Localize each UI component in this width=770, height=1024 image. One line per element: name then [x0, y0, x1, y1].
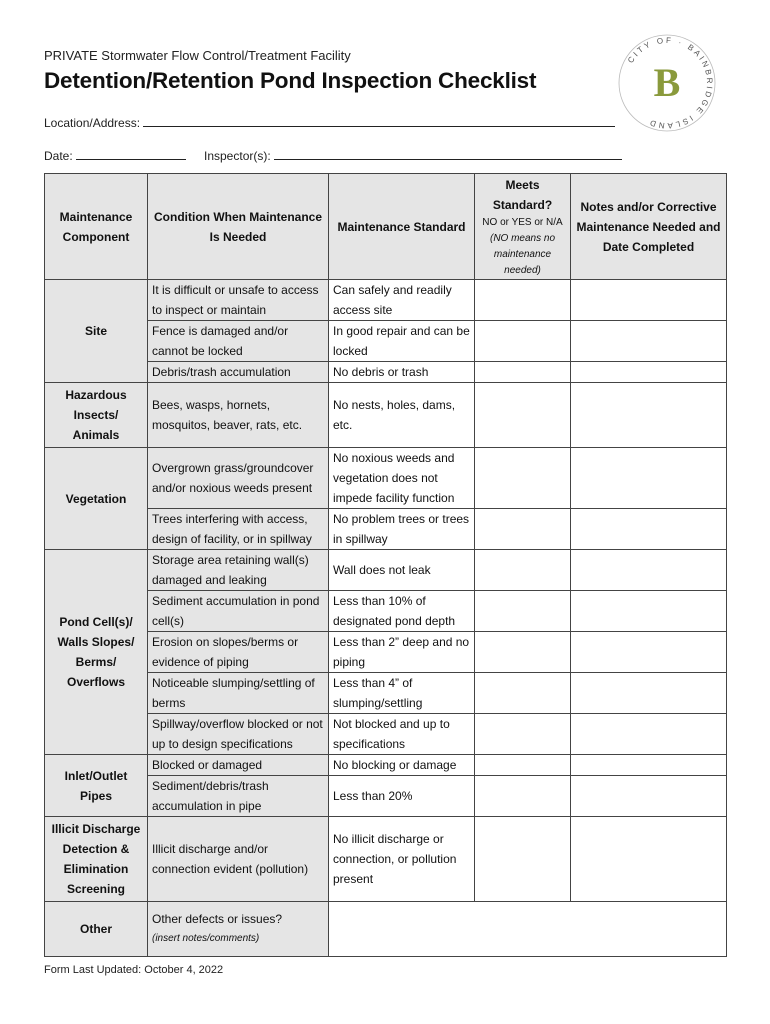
condition-cell: Spillway/overflow blocked or not up to design specifications — [148, 714, 329, 755]
condition-cell: Fence is damaged and/or cannot be locked — [148, 321, 329, 362]
notes-cell[interactable] — [571, 383, 727, 448]
table-row — [45, 321, 727, 362]
component-other: Other — [45, 902, 148, 957]
notes-cell[interactable] — [571, 817, 727, 902]
header-meets-title: Meets Standard? — [492, 177, 553, 212]
header-condition: Condition When Maintenance Is Needed — [148, 174, 329, 280]
condition-cell: Illicit discharge and/or connection evident (pollution) — [148, 817, 329, 902]
condition-cell: It is difficult or unsafe to access to inspect or maintain — [148, 280, 329, 321]
component-inlet-outlet: Inlet/Outlet Pipes — [45, 755, 148, 817]
table-row — [45, 509, 727, 550]
header-meets-options: NO or YES or N/A — [482, 216, 563, 228]
condition-cell: Trees interfering with access, design of facility, or in spillway — [148, 509, 329, 550]
notes-cell[interactable] — [571, 362, 727, 383]
header-notes: Notes and/or Corrective Maintenance Needed and Date Completed — [571, 174, 727, 280]
notes-cell[interactable] — [571, 755, 727, 776]
checklist-table — [44, 173, 727, 957]
standard-cell: No nests, holes, dams, etc. — [329, 383, 475, 448]
table-row — [45, 383, 727, 448]
standard-cell: Can safely and readily access site — [329, 280, 475, 321]
notes-cell[interactable] — [571, 321, 727, 362]
component-site: Site — [45, 280, 148, 383]
date-label: Date: — [44, 149, 73, 163]
standard-cell: Less than 2” deep and no piping — [329, 632, 475, 673]
inspector-field — [204, 148, 622, 163]
condition-cell: Overgrown grass/groundcover and/or noxious weeds present — [148, 448, 329, 509]
table-row — [45, 776, 727, 817]
table-row — [45, 817, 727, 902]
component-pond-cells: Pond Cell(s)/ Walls Slopes/ Berms/ Overflows — [45, 550, 148, 755]
meets-cell[interactable] — [475, 509, 571, 550]
meets-cell[interactable] — [475, 776, 571, 817]
meets-cell[interactable] — [475, 755, 571, 776]
header-meets — [475, 174, 571, 280]
meets-cell[interactable] — [475, 550, 571, 591]
location-line[interactable] — [143, 115, 615, 127]
meets-cell[interactable] — [475, 362, 571, 383]
table-row — [45, 550, 727, 591]
component-illicit-discharge: Illicit Discharge Detection & Elimination Screening — [45, 817, 148, 902]
date-line[interactable] — [76, 148, 186, 160]
other-condition-note: (insert notes/comments) — [152, 933, 260, 944]
standard-cell: Less than 20% — [329, 776, 475, 817]
table-row — [45, 902, 727, 957]
meets-cell[interactable] — [475, 632, 571, 673]
standard-cell: No debris or trash — [329, 362, 475, 383]
table-row — [45, 714, 727, 755]
other-condition-text: Other defects or issues? — [152, 912, 283, 926]
standard-cell: Less than 4” of slumping/settling — [329, 673, 475, 714]
standard-cell: Not blocked and up to specifications — [329, 714, 475, 755]
form-subtitle: PRIVATE Stormwater Flow Control/Treatment Facility — [44, 48, 351, 63]
meets-cell[interactable] — [475, 591, 571, 632]
table-row — [45, 591, 727, 632]
notes-cell[interactable] — [571, 591, 727, 632]
condition-cell: Sediment accumulation in pond cell(s) — [148, 591, 329, 632]
condition-cell: Debris/trash accumulation — [148, 362, 329, 383]
meets-cell[interactable] — [475, 817, 571, 902]
standard-cell: No illicit discharge or connection, or pollution present — [329, 817, 475, 902]
notes-cell[interactable] — [571, 714, 727, 755]
city-logo — [616, 32, 718, 134]
location-label: Location/Address: — [44, 116, 141, 130]
notes-cell[interactable] — [571, 448, 727, 509]
logo-ring-text: CITY OF · BAINBRIDGE ISLAND — [626, 35, 715, 131]
location-field — [44, 115, 615, 130]
other-notes-cell[interactable] — [329, 902, 727, 957]
header-meets-note: (NO means no maintenance needed) — [489, 232, 556, 276]
header-standard: Maintenance Standard — [329, 174, 475, 280]
condition-cell: Blocked or damaged — [148, 755, 329, 776]
standard-cell: In good repair and can be locked — [329, 321, 475, 362]
standard-cell: Less than 10% of designated pond depth — [329, 591, 475, 632]
inspector-line[interactable] — [274, 148, 622, 160]
form-updated-date: Form Last Updated: October 4, 2022 — [44, 964, 224, 976]
page-title: Detention/Retention Pond Inspection Checklist — [44, 68, 537, 93]
date-field — [44, 148, 186, 163]
inspector-label: Inspector(s): — [204, 149, 271, 163]
standard-cell: No noxious weeds and vegetation does not impede facility function — [329, 448, 475, 509]
standard-cell: No problem trees or trees in spillway — [329, 509, 475, 550]
condition-cell: Bees, wasps, hornets, mosquitos, beaver, rats, etc. — [148, 383, 329, 448]
meets-cell[interactable] — [475, 280, 571, 321]
condition-cell: Sediment/debris/trash accumulation in pipe — [148, 776, 329, 817]
notes-cell[interactable] — [571, 550, 727, 591]
condition-cell-other — [148, 902, 329, 957]
notes-cell[interactable] — [571, 509, 727, 550]
table-row — [45, 632, 727, 673]
meets-cell[interactable] — [475, 673, 571, 714]
standard-cell: No blocking or damage — [329, 755, 475, 776]
meets-cell[interactable] — [475, 383, 571, 448]
table-row — [45, 362, 727, 383]
notes-cell[interactable] — [571, 673, 727, 714]
table-row — [45, 280, 727, 321]
condition-cell: Noticeable slumping/settling of berms — [148, 673, 329, 714]
notes-cell[interactable] — [571, 280, 727, 321]
table-row — [45, 673, 727, 714]
meets-cell[interactable] — [475, 448, 571, 509]
meets-cell[interactable] — [475, 321, 571, 362]
table-row — [45, 448, 727, 509]
meets-cell[interactable] — [475, 714, 571, 755]
notes-cell[interactable] — [571, 632, 727, 673]
logo-letter: B — [653, 60, 681, 105]
standard-cell: Wall does not leak — [329, 550, 475, 591]
notes-cell[interactable] — [571, 776, 727, 817]
condition-cell: Storage area retaining wall(s) damaged and leaking — [148, 550, 329, 591]
condition-cell: Erosion on slopes/berms or evidence of piping — [148, 632, 329, 673]
component-vegetation: Vegetation — [45, 448, 148, 550]
table-row — [45, 755, 727, 776]
component-hazardous: Hazardous Insects/ Animals — [45, 383, 148, 448]
header-component: Maintenance Component — [45, 174, 148, 280]
